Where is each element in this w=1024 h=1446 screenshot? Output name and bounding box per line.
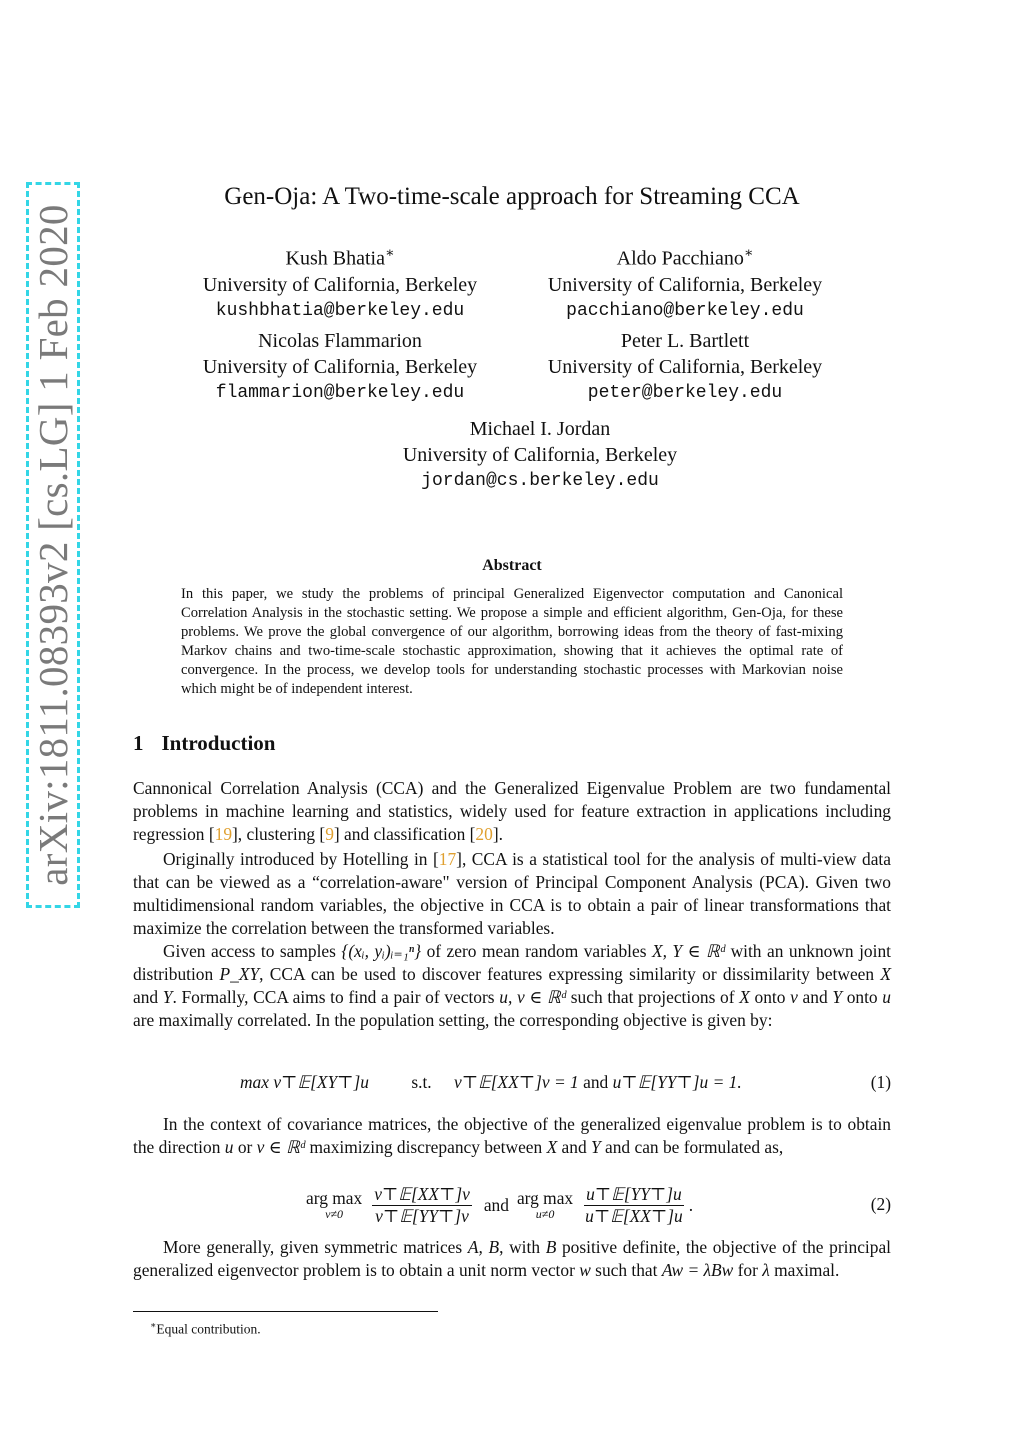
equation-1: max v⊤𝔼[XY⊤]u s.t. v⊤𝔼[XX⊤]v = 1 and u⊤𝔼[YY⊤]u = 1. (1) [240,1072,891,1092]
footnote [150,1320,261,1338]
arxiv-stamp [26,182,80,908]
equation-number: (2) [870,1194,891,1214]
author-affiliation: University of California, Berkeley [547,273,823,296]
citation-link[interactable]: 20 [475,824,493,844]
footnote-divider [133,1311,438,1312]
author-block [170,241,510,324]
abstract-text: In this paper, we study the problems of principal Generalized Eigenvector computation and Canonical Correlation Analysis in the stochastic setting. We propose a simple and efficient algorithm, Gen-Oja, for these problems. We prove the global convergence of our algorithm, borrowing ideas from the theory of fast-mixing Markov chains and two-time-scale stochastic approximation, showing that it achieves the optimal rate of convergence. In the process, we develop tools for understanding stochastic processes with Markovian noise which might be of independent interest. [181,586,843,697]
author-name: Aldo Pacchiano [616,247,744,270]
paragraph-5: More generally, given symmetric matrices A, B, with B positive definite, the objective of the principal generalized eigenvector problem is to obtain a unit norm vector w such that Aw = λBw for λ maximal. [133,1237,891,1280]
arxiv-id: arXiv:1811.08393v2 [cs.LG] 1 Feb 2020 [30,204,76,886]
paragraph-1: Cannonical Correlation Analysis (CCA) and the Generalized Eigenvalue Problem are two fundamental problems in machine learning and statistics, widely used for feature extraction in applications including regression [19], clustering [9] and classification [20]. [133,778,891,844]
author-email[interactable]: kushbhatia@berkeley.edu [215,300,465,321]
paper-title: Gen-Oja: A Two-time-scale approach for Streaming CCA [224,183,800,210]
author-email[interactable]: pacchiano@berkeley.edu [566,300,804,321]
author-block [515,241,855,324]
footnote-text: Equal contribution. [156,1321,261,1337]
citation-link[interactable]: 19 [214,824,233,844]
author-name: Peter L. Bartlett [620,330,750,352]
author-affiliation: University of California, Berkeley [547,356,823,378]
author-email[interactable]: jordan@cs.berkeley.edu [421,471,659,491]
author-affiliation: University of California, Berkeley [202,273,478,296]
author-mark: ∗ [384,246,395,261]
author-email[interactable]: peter@berkeley.edu [587,383,783,403]
citation-link[interactable]: 9 [325,824,334,844]
abstract-heading: Abstract [482,557,542,574]
author-name: Kush Bhatia [285,247,385,270]
equation-2: arg max v≠0 $\frac{\text{v⊤𝔼[XX⊤]v}}{\text{v⊤𝔼[YY⊤]v}}$ and arg max u≠0 $\frac{\text{u⊤𝔼[YY⊤]u}}{\text{u⊤𝔼[XX⊤]u}}$ . (2) [306,1183,891,1226]
author-email[interactable]: flammarion@berkeley.edu [215,383,465,403]
paragraph-2: Originally introduced by Hotelling in [17], CCA is a statistical tool for the analysis of multi-view data that can be viewed as a “correlation-aware" version of Principal Component Analysis (PCA). Given two multidimensional random variables, the objective in CCA is to obtain a pair of linear transformations that maximize the correlation between the transformed variables. [133,849,891,938]
equation-number: (1) [870,1072,891,1092]
citation-link[interactable]: 17 [438,849,457,869]
paragraph-4: In the context of covariance matrices, the objective of the generalized eigenvalue problem is to obtain the direction u or v ∈ ℝᵈ maximizing discrepancy between X and Y and can be formulated as, [133,1114,891,1157]
author-mark: ∗ [743,246,754,261]
section-title: Introduction [161,731,276,755]
footnote-mark: ∗ [150,1321,157,1331]
author-affiliation: University of California, Berkeley [202,356,478,378]
section-number: 1 [133,731,144,755]
author-name: Michael I. Jordan [469,418,611,440]
author-name: Nicolas Flammarion [258,330,422,352]
author-block [515,328,855,406]
paragraph-3: Given access to samples {(xᵢ, yᵢ)ᵢ₌₁ⁿ} of zero mean random variables X, Y ∈ ℝᵈ with an unknown joint distribution P_XY, CCA can be used to discover features expressing similarity or dissimilarity between X and Y. Formally, CCA aims to find a pair of vectors u, v ∈ ℝᵈ such that projections of X onto v and Y onto u are maximally correlated. In the population setting, the corresponding objective is given by: [133,941,892,1030]
section-heading [133,731,275,756]
author-affiliation: University of California, Berkeley [402,444,678,466]
author-block [170,328,510,406]
author-block [340,416,740,494]
